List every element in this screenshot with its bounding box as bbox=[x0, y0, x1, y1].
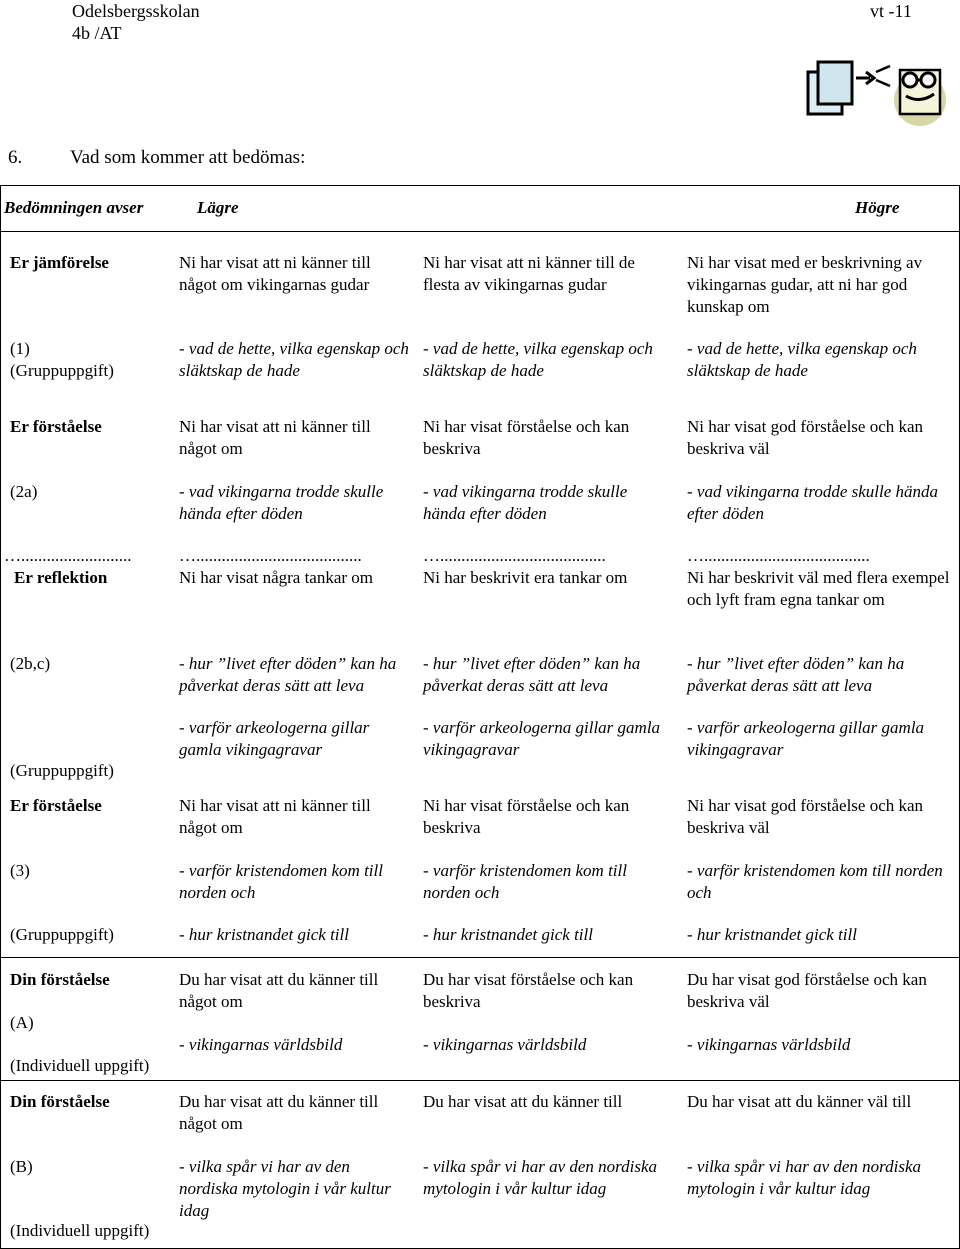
level-low-detail-1: - hur ”livet efter döden” kan ha påverkat deras sätt att leva bbox=[179, 654, 397, 695]
section-heading: Vad som kommer att bedömas: bbox=[70, 147, 306, 168]
task-type: (Gruppuppgift) bbox=[10, 761, 114, 780]
school-name: Odelsbergsskolan bbox=[72, 1, 200, 21]
col-header-lower: Lägre bbox=[197, 198, 239, 217]
level-low-detail: - vikingarnas världsbild bbox=[179, 1035, 343, 1054]
table-left-border bbox=[0, 185, 1, 1249]
task-number: (1) bbox=[10, 339, 30, 358]
dotted-separator: …....................................... bbox=[179, 546, 362, 565]
class-label: 4b /AT bbox=[72, 23, 122, 43]
level-high-statement: Ni har visat med er beskrivning av vikingarnas gudar, att ni har god kunskap om bbox=[687, 253, 923, 316]
level-high-statement: Du har visat god förståelse och kan beskriva väl bbox=[687, 970, 927, 1011]
row-divider bbox=[0, 1080, 960, 1081]
task-number: (3) bbox=[10, 861, 30, 880]
level-mid-statement: Ni har visat förståelse och kan beskriva bbox=[423, 796, 630, 837]
level-mid-detail-2: - hur kristnandet gick till bbox=[423, 925, 593, 944]
level-high-statement: Ni har visat god förståelse och kan beskriva väl bbox=[687, 417, 924, 458]
task-number: (B) bbox=[10, 1157, 33, 1176]
level-high-statement: Ni har visat god förståelse och kan beskriva väl bbox=[687, 796, 924, 837]
level-high-detail-2: - hur kristnandet gick till bbox=[687, 925, 857, 944]
task-type: (Individuell uppgift) bbox=[10, 1056, 150, 1075]
dotted-separator: …....................................... bbox=[687, 546, 870, 565]
level-mid-statement: Ni har visat förståelse och kan beskriva bbox=[423, 417, 630, 458]
books-to-reader-icon bbox=[802, 50, 950, 130]
level-mid-detail: - vad vikingarna trodde skulle hända efter döden bbox=[423, 482, 628, 523]
level-low-statement: Du har visat att du känner till något om bbox=[179, 970, 379, 1011]
dotted-separator: …....................................... bbox=[423, 546, 606, 565]
level-mid-detail: - vad de hette, vilka egenskap och släktskap de hade bbox=[423, 339, 653, 380]
level-mid-statement: Du har visat att du känner till bbox=[423, 1092, 623, 1111]
level-low-detail-1: - varför kristendomen kom till norden och bbox=[179, 861, 383, 902]
task-number: (A) bbox=[10, 1013, 34, 1032]
task-number: (2b,c) bbox=[10, 654, 51, 673]
level-high-statement: Ni har beskrivit väl med flera exempel och lyft fram egna tankar om bbox=[687, 568, 950, 609]
level-low-statement: Ni har visat att ni känner till något om bbox=[179, 417, 371, 458]
level-low-statement: Ni har visat att ni känner till något om bbox=[179, 796, 371, 837]
level-low-statement: Du har visat att du känner till något om bbox=[179, 1092, 379, 1133]
level-mid-detail: - vikingarnas världsbild bbox=[423, 1035, 587, 1054]
level-low-statement: Ni har visat några tankar om bbox=[179, 568, 374, 587]
section-title bbox=[8, 147, 305, 169]
level-mid-statement: Ni har visat att ni känner till de flesta av vikingarnas gudar bbox=[423, 253, 635, 294]
task-type: (Gruppuppgift) bbox=[10, 925, 114, 944]
level-high-detail: - vad de hette, vilka egenskap och släktskap de hade bbox=[687, 339, 917, 380]
level-low-detail-2: - varför arkeologerna gillar gamla vikingagravar bbox=[179, 718, 370, 759]
level-mid-statement: Ni har beskrivit era tankar om bbox=[423, 568, 628, 587]
task-type: (Gruppuppgift) bbox=[10, 361, 114, 380]
level-mid-statement: Du har visat förståelse och kan beskriva bbox=[423, 970, 634, 1011]
level-mid-detail-2: - varför arkeologerna gillar gamla vikingagravar bbox=[423, 718, 661, 759]
col-header-assessment: Bedömningen avser bbox=[4, 198, 144, 217]
criterion-label: Er jämförelse bbox=[10, 253, 109, 272]
level-high-detail-2: - varför arkeologerna gillar gamla vikingagravar bbox=[687, 718, 925, 759]
level-mid-detail-1: - hur ”livet efter döden” kan ha påverkat deras sätt att leva bbox=[423, 654, 641, 695]
term-label: vt -11 bbox=[870, 1, 912, 21]
criterion-label: Er förståelse bbox=[10, 796, 102, 815]
level-low-statement: Ni har visat att ni känner till något om vikingarnas gudar bbox=[179, 253, 371, 294]
row-divider bbox=[0, 957, 960, 958]
criterion-label: Er reflektion bbox=[14, 568, 108, 587]
task-number: (2a) bbox=[10, 482, 38, 501]
level-low-detail-2: - hur kristnandet gick till bbox=[179, 925, 349, 944]
level-high-detail: - vikingarnas världsbild bbox=[687, 1035, 851, 1054]
level-high-statement: Du har visat att du känner väl till bbox=[687, 1092, 912, 1111]
header-row-divider bbox=[0, 231, 960, 232]
level-mid-detail-1: - varför kristendomen kom till norden och bbox=[423, 861, 627, 902]
level-high-detail: - vilka spår vi har av den nordiska mytologin i vår kultur idag bbox=[687, 1157, 922, 1198]
dotted-separator: ….......................... bbox=[4, 546, 132, 565]
section-number: 6. bbox=[8, 147, 23, 168]
level-mid-detail: - vilka spår vi har av den nordiska mytologin i vår kultur idag bbox=[423, 1157, 658, 1198]
table-top-border bbox=[0, 185, 960, 186]
task-type: (Individuell uppgift) bbox=[10, 1221, 150, 1240]
col-header-higher: Högre bbox=[855, 198, 900, 217]
criterion-label: Din förståelse bbox=[10, 1092, 110, 1111]
level-high-detail: - vad vikingarna trodde skulle hända efter döden bbox=[687, 482, 939, 523]
level-low-detail: - vad vikingarna trodde skulle hända efter döden bbox=[179, 482, 384, 523]
level-low-detail: - vad de hette, vilka egenskap och släktskap de hade bbox=[179, 339, 409, 380]
level-high-detail-1: - varför kristendomen kom till norden och bbox=[687, 861, 943, 902]
criterion-label: Din förståelse bbox=[10, 970, 110, 989]
level-high-detail-1: - hur ”livet efter döden” kan ha påverkat deras sätt att leva bbox=[687, 654, 905, 695]
level-low-detail: - vilka spår vi har av den nordiska mytologin i vår kultur idag bbox=[179, 1157, 391, 1220]
criterion-label: Er förståelse bbox=[10, 417, 102, 436]
